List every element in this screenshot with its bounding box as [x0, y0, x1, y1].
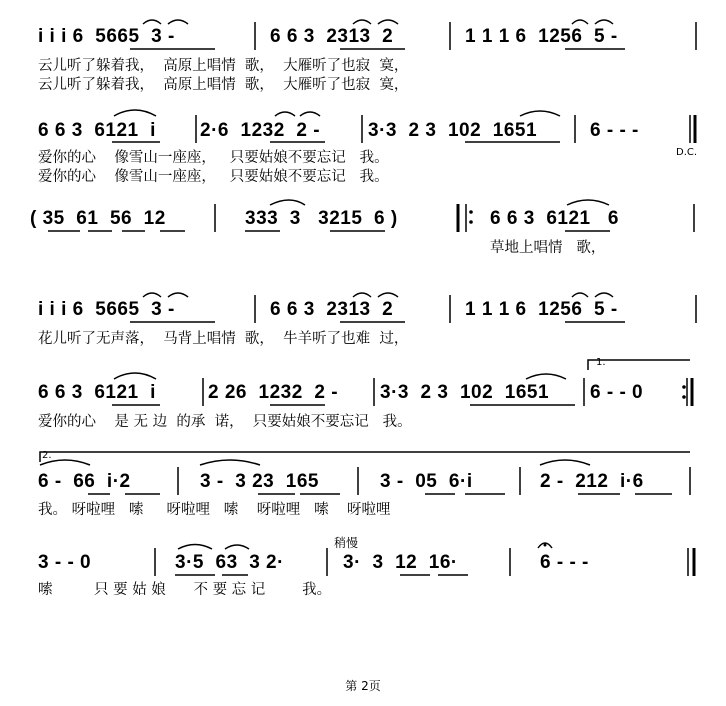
page-number: 第 2页 [345, 679, 381, 693]
system5-measure4-notes: 6 - - 0 [590, 382, 644, 403]
system1-measure3-notes: 1 1 1 6 1256 5 - [465, 26, 618, 47]
system5-lyrics: 爱你的心 是 无 边 的承 诺， 只要姑娘不要忘记 我。 [38, 414, 412, 430]
system3-measure-notes: 6 6 3 6121 6 [490, 208, 619, 229]
volta-1-label: 1. [596, 357, 606, 368]
tempo-mark: 稍慢 [334, 536, 359, 550]
system4-measure2-notes: 6 6 3 2313 2 [270, 299, 394, 320]
system1-measure1-notes: i i i 6 5665 3 - [38, 26, 175, 47]
system2-lyrics-verse2: 爱你的心 像雪山一座座， 只要姑娘不要忘记 我。 [38, 169, 389, 185]
system4-lyrics: 花儿听了无声落， 马背上唱情 歌， 牛羊听了也难 过， [38, 331, 409, 347]
dc-mark: D.C. [676, 147, 698, 158]
system2-measure2-notes: 2·6 1232 2 - [200, 120, 321, 141]
system7-lyrics: 嗦 只 要 姑 娘 不 要 忘 记 我。 [38, 582, 332, 598]
system3-intro-notes: ( 35 61 56 12 [30, 208, 166, 229]
system6-lyrics: 我。 呀啦哩 嗦 呀啦哩 嗦 呀啦哩 嗦 呀啦哩 [38, 502, 391, 518]
system4-measure3-notes: 1 1 1 6 1256 5 - [465, 299, 618, 320]
system7-measure3-notes: 3· 3 12 16· [343, 552, 458, 573]
system7-measure1-notes: 3 - - 0 [38, 552, 92, 573]
system5-measure3-notes: 3·3 2 3 102 1651 [380, 382, 550, 403]
volta-2-label: 2. [42, 450, 52, 461]
system2-measure1-notes: 6 6 3 6121 i [38, 120, 156, 141]
system5-measure2-notes: 2 26 1232 2 - [208, 382, 339, 403]
system4-measure1-notes: i i i 6 5665 3 - [38, 299, 175, 320]
system6-measure1-notes: 6 - 66 i·2 [38, 471, 131, 492]
system2-measure4-notes: 6 - - - [590, 120, 639, 141]
system6-measure4-notes: 2 - 212 i·6 [540, 471, 644, 492]
system7-measure2-notes: 3·5 63 3 2· [175, 552, 284, 573]
system2-measure3-notes: 3·3 2 3 102 1651 [368, 120, 538, 141]
system1-measure2-notes: 6 6 3 2313 2 [270, 26, 394, 47]
system3-lyrics: 草地上唱情 歌， [490, 240, 606, 256]
system1-lyrics-verse1: 云儿听了躲着我， 高原上唱情 歌， 大雁听了也寂 寞， [38, 58, 409, 74]
system2-lyrics-verse1: 爱你的心 像雪山一座座， 只要姑娘不要忘记 我。 [38, 150, 389, 166]
system3-intro-notes-2: 333 3 3215 6 ) [245, 208, 398, 229]
system5-measure1-notes: 6 6 3 6121 i [38, 382, 156, 403]
system1-lyrics-verse2: 云儿听了躲着我， 高原上唱情 歌， 大雁听了也寂 寞， [38, 77, 409, 93]
system7-measure4-notes: 6 - - - [540, 552, 589, 573]
system6-measure2-notes: 3 - 3 23 165 [200, 471, 319, 492]
system6-measure3-notes: 3 - 05 6·i [380, 471, 473, 492]
